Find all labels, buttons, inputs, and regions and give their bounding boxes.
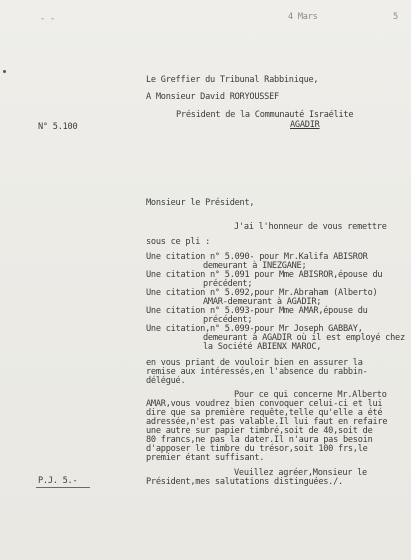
body-line: précédent; — [203, 279, 253, 289]
page-number: 5 — [393, 12, 398, 22]
reference-number: N° 5.100 — [38, 122, 78, 132]
body-line: Une citation n° 5.092,pour Mr.Abraham (Alberto) — [146, 288, 378, 298]
body-line: d'apposer le timbre du trésor,soit 100 frs,le — [146, 444, 368, 454]
body-line: précédent; — [203, 315, 253, 325]
body-line: 80 francs,ne pas la dater.Il n'aura pas besoin — [146, 435, 373, 445]
body-line: Une citation,n° 5.099-pour Mr Joseph GABBAY, — [146, 324, 363, 334]
body-line: demeurant à INEZGANE; — [203, 261, 307, 271]
body-line: premier étant suffisant. — [146, 453, 265, 463]
closing-line: Veuillez agréer,Monsieur le — [234, 468, 367, 478]
body-line: Une citation n° 5.090- pour Mr.Kalifa ABISROR — [146, 252, 368, 262]
body-line: AMAR-demeurant à AGADIR; — [203, 297, 322, 307]
margin-mark: - - — [40, 14, 55, 24]
body-line: demeurant à AGADIR où il est employé chez — [203, 333, 405, 343]
enclosure-underline — [36, 487, 90, 488]
body-line: délégué. — [146, 376, 186, 386]
body-line: Une citation n° 5.091 pour Mme ABISROR,épouse du — [146, 270, 383, 280]
body-line: Une citation n° 5.093-pour Mme AMAR,épouse du — [146, 306, 368, 316]
body-line: dire que sa première requête,telle qu'elle a été — [146, 408, 383, 418]
closing-line: Président,mes salutations distinguées./. — [146, 477, 343, 487]
body-line: en vous priant de vouloir bien en assurer la — [146, 358, 363, 368]
body-line: une autre sur papier timbré,soit de 40,soit de — [146, 426, 373, 436]
recipient-name: A Monsieur David RORYOUSSEF — [146, 92, 279, 102]
date: 4 Mars — [288, 12, 318, 22]
body-line: sous ce pli : — [146, 237, 211, 247]
recipient-title: Président de la Communauté Israélite — [176, 110, 354, 120]
enclosure-note: P.J. 5.- — [38, 476, 78, 486]
recipient-city: AGADIR — [290, 120, 320, 130]
sender-line: Le Greffier du Tribunal Rabbinique, — [146, 75, 319, 85]
body-line: remise aux intéressés,en l'absence du rabbin- — [146, 367, 368, 377]
body-line: adressée,n'est pas valable.Il lui faut en refaire — [146, 417, 388, 427]
body-line: AMAR,vous voudrez bien convoquer celui-ci et lui — [146, 399, 383, 409]
body-line: Pour ce qui concerne Mr.Alberto — [234, 390, 387, 400]
ink-dot — [3, 70, 6, 73]
salutation: Monsieur le Président, — [146, 198, 255, 208]
body-line: J'ai l'honneur de vous remettre — [234, 222, 387, 232]
body-line: la Société ABIENX MAROC, — [203, 342, 322, 352]
